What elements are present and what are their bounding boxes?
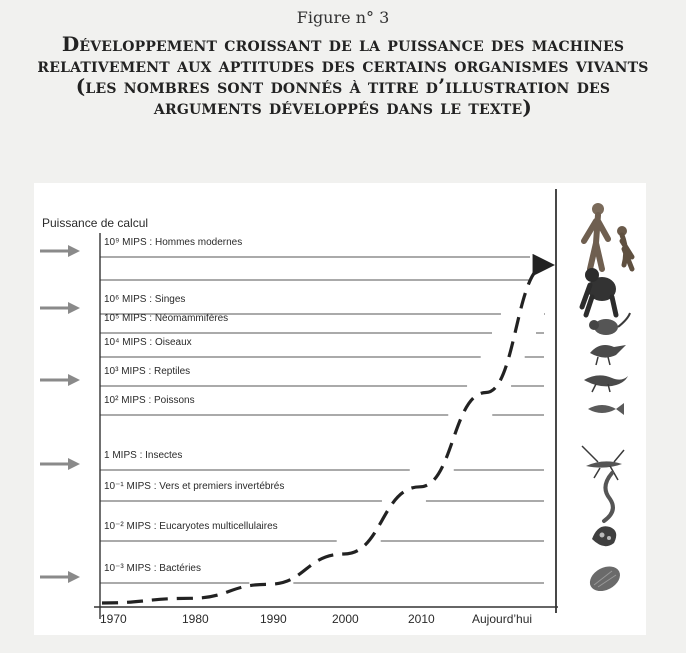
x-tick-label: 2000 xyxy=(332,612,359,626)
ape-icon xyxy=(582,268,616,315)
level-arrow xyxy=(40,302,80,314)
x-tick-label: 2010 xyxy=(408,612,435,626)
bacterium-icon xyxy=(586,562,625,596)
x-tick-label: 1970 xyxy=(100,612,127,626)
level-label: 10⁻¹ MIPS : Vers et premiers invertébrés xyxy=(104,481,285,492)
x-tick-label: 1980 xyxy=(182,612,209,626)
grasshopper-icon xyxy=(582,446,624,480)
worm-icon xyxy=(604,473,613,521)
level-arrow xyxy=(40,458,80,470)
level-label: 10⁶ MIPS : Singes xyxy=(104,294,186,305)
eukaryote-icon xyxy=(592,526,616,546)
y-axis-label: Puissance de calcul xyxy=(42,216,149,230)
level-label: 10⁹ MIPS : Hommes modernes xyxy=(104,237,243,248)
chart xyxy=(34,183,646,635)
fish-icon xyxy=(588,403,624,415)
level-label: 10⁻³ MIPS : Bactéries xyxy=(104,563,201,574)
lizard-icon xyxy=(584,375,628,392)
level-label: 10⁵ MIPS : Néomammifères xyxy=(104,313,229,324)
level-label: 10⁻² MIPS : Eucaryotes multicellulaires xyxy=(104,521,278,532)
level-label: 10⁴ MIPS : Oiseaux xyxy=(104,337,192,348)
bird-icon xyxy=(590,345,626,365)
level-arrow xyxy=(40,571,80,583)
level-label: 10² MIPS : Poissons xyxy=(104,395,195,406)
level-arrow xyxy=(40,374,80,386)
rodent-icon xyxy=(589,313,630,335)
figure-plate xyxy=(34,183,646,635)
animal-column xyxy=(582,203,632,596)
x-tick-label: Aujourd’hui xyxy=(472,612,533,626)
figure-title: Développement croissant de la puissance des machines relativement aux aptitudes des certains organismes vivants (les nombres sont donnés à titre d’illustration des arguments développés dans le texte) xyxy=(37,32,649,119)
level-label: 10³ MIPS : Reptiles xyxy=(104,366,191,377)
human-icon xyxy=(584,203,632,269)
level-label: 1 MIPS : Insectes xyxy=(104,450,183,461)
x-tick-group xyxy=(100,612,532,626)
level-group xyxy=(40,237,545,583)
x-tick-label: 1990 xyxy=(260,612,287,626)
figure-label: Figure n° 3 xyxy=(296,8,390,27)
level-arrow xyxy=(40,245,80,257)
